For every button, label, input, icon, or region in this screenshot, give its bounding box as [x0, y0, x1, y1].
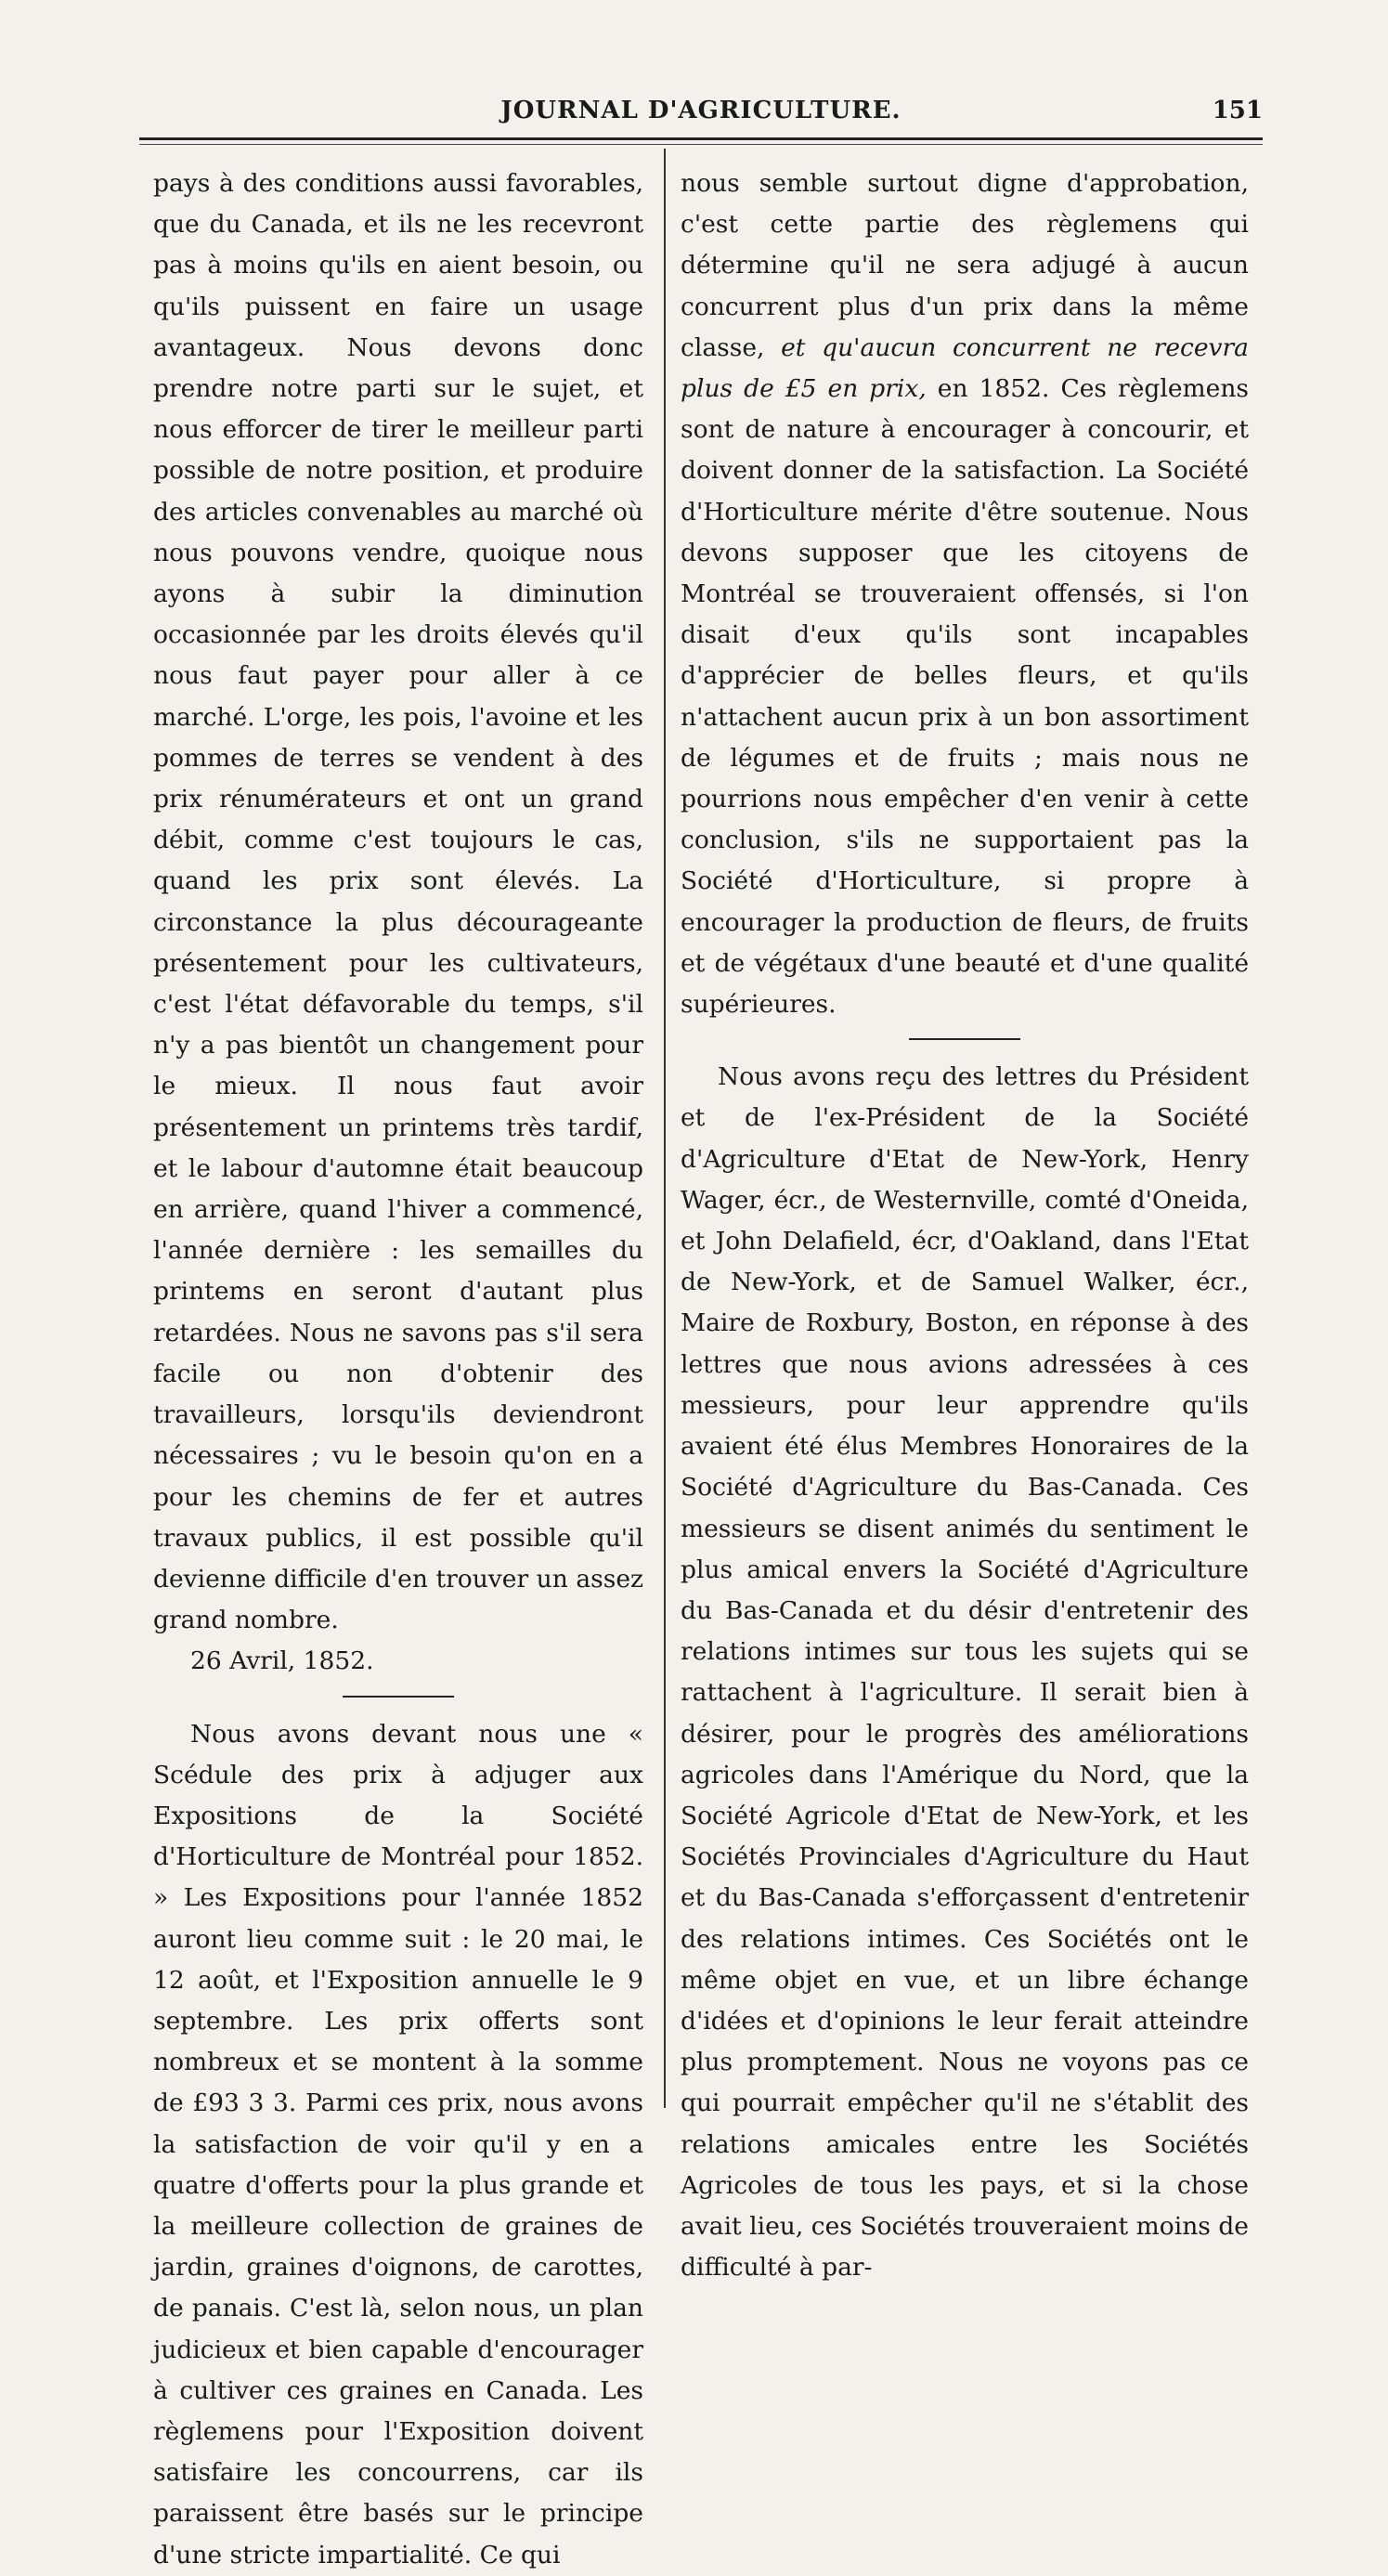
right-column [681, 163, 1249, 2288]
dateline: 26 Avril, 1852. [190, 1646, 374, 1676]
page-number: 151 [1212, 97, 1263, 124]
column-divider [664, 149, 666, 2108]
right-paragraph-text-a: nous semble surtout digne d'approbation, c'est cette partie des règlemens qui détermine qu'il ne sera adjugé à aucun concurrent plus d'un prix dans la même classe, [681, 169, 1249, 362]
left-column [153, 163, 643, 2576]
page-header [139, 97, 1263, 134]
right-paragraph-text-b: en 1852. Ces règlemens sont de nature à encourager à concourir, et doivent donner de la satisfaction. La Société d'Horticulture mérite d'être soutenue. Nous devons supposer que les citoyens de Montréal se trouveraient offensés, si l'on disait d'eux qu'ils sont incapables d'apprécier de belles fleurs, et qu'ils n'attachent aucun prix à un bon assortiment de légumes et de fruits ; mais nous ne pourrions nous empêcher d'en venir à cette conclusion, s'ils ne supportaient pas la Société d'Horticulture, si propre à encourager la production de fleurs, de fruits et de végétaux d'une beauté et d'une qualité supérieures. [681, 374, 1249, 1020]
left-paragraph-horticulture: Nous avons devant nous une « Scédule des prix à adjuger aux Expositions de la Société d'Horticulture de Montréal pour 1852. » Les Expositions pour l'année 1852 auront lieu comme suit : le 20 mai, le 12 août, et l'Exposition annuelle le 9 septembre. Les prix offerts sont nombreux et se montent à la somme de £93 3 3. Parmi ces prix, nous avons la satisfaction de voir qu'il y en a quatre d'offerts pour la plus grande et la meilleure collection de graines de jardin, graines d'oignons, de carottes, de panais. C'est là, selon nous, un plan judicieux et bien capable d'encourager à cultiver ces graines en Canada. Les règlemens pour l'Exposition doivent satisfaire les concourrens, car ils paraissent être basés sur le principe d'une stricte impartialité. Ce qui [153, 1719, 643, 2569]
header-rule-thin [139, 144, 1263, 145]
right-paragraph-letters: Nous avons reçu des lettres du Président et de l'ex-Président de la Société d'Agriculture d'Etat de New-York, Henry Wager, écr., de Westernville, comté d'Oneida, et John Delafield, écr, d'Oakland, dans l'Etat de New-York, et de Samuel Walker, écr., Maire de Roxbury, Boston, en réponse à des lettres que nous avions adressées à ces messieurs, pour leur apprendre qu'ils avaient été élus Membres Honoraires de la Société d'Agriculture du Bas-Canada. Ces messieurs se disent animés du sentiment le plus amical envers la Société d'Agriculture du Bas-Canada et du désir d'entretenir des relations intimes sur tous les sujets qui se rattachent à l'agriculture. Il serait bien à désirer, pour le progrès des améliorations agricoles dans l'Amérique du Nord, que la Société Agricole d'Etat de New-York, et les Sociétés Provinciales d'Agriculture du Haut et du Bas-Canada s'efforçassent d'entretenir des relations intimes. Ces Sociétés ont le même objet en vue, et un libre échange d'idées et d'opinions le leur ferait atteindre plus promptement. Nous ne voyons pas ce qui pourrait empêcher qu'il ne s'établit des relations amicales entre les Sociétés Agricoles de tous les pays, et si la chose avait lieu, ces Sociétés trouveraient moins de difficulté à par- [681, 1062, 1249, 2283]
section-separator-right [909, 1038, 1020, 1040]
right-paragraph-continued [681, 163, 1249, 1025]
header-rule [139, 137, 1263, 140]
section-separator [343, 1696, 454, 1698]
left-paragraph-continued: pays à des conditions aussi favorables, que du Canada, et ils ne les recevront pas à moins qu'ils en aient besoin, ou qu'ils puissent en faire un usage avantageux. Nous devons donc prendre notre parti sur le sujet, et nous efforcer de tirer le meilleur parti possible de notre position, et produire des articles convenables au marché où nous pouvons vendre, quoique nous ayons à subir la diminution occasionnée par les droits élevés qu'il nous faut payer pour aller à ce marché. L'orge, les pois, l'avoine et les pommes de terres se vendent à des prix rénumérateurs et ont un grand débit, comme c'est toujours le cas, quand les prix sont élevés. La circonstance la plus décourageante présentement pour les cultivateurs, c'est l'état défavorable du temps, s'il n'y a pas bientôt un changement pour le mieux. Il nous faut avoir présentement un printems très tardif, et le labour d'automne était beaucoup en arrière, quand l'hiver a commencé, l'année dernière : les semailles du printems en seront d'autant plus retardées. Nous ne savons pas s'il sera facile ou non d'obtenir des travailleurs, lorsqu'ils deviendront nécessaires ; vu le besoin qu'on en a pour les chemins de fer et autres travaux publics, il est possible qu'il devienne difficile d'en trouver un assez grand nombre. [153, 169, 643, 1635]
running-title: JOURNAL D'AGRICULTURE. [500, 97, 902, 124]
right-paragraph-italic: et qu'aucun concurrent ne recevra plus de £5 en prix, [681, 332, 1249, 404]
